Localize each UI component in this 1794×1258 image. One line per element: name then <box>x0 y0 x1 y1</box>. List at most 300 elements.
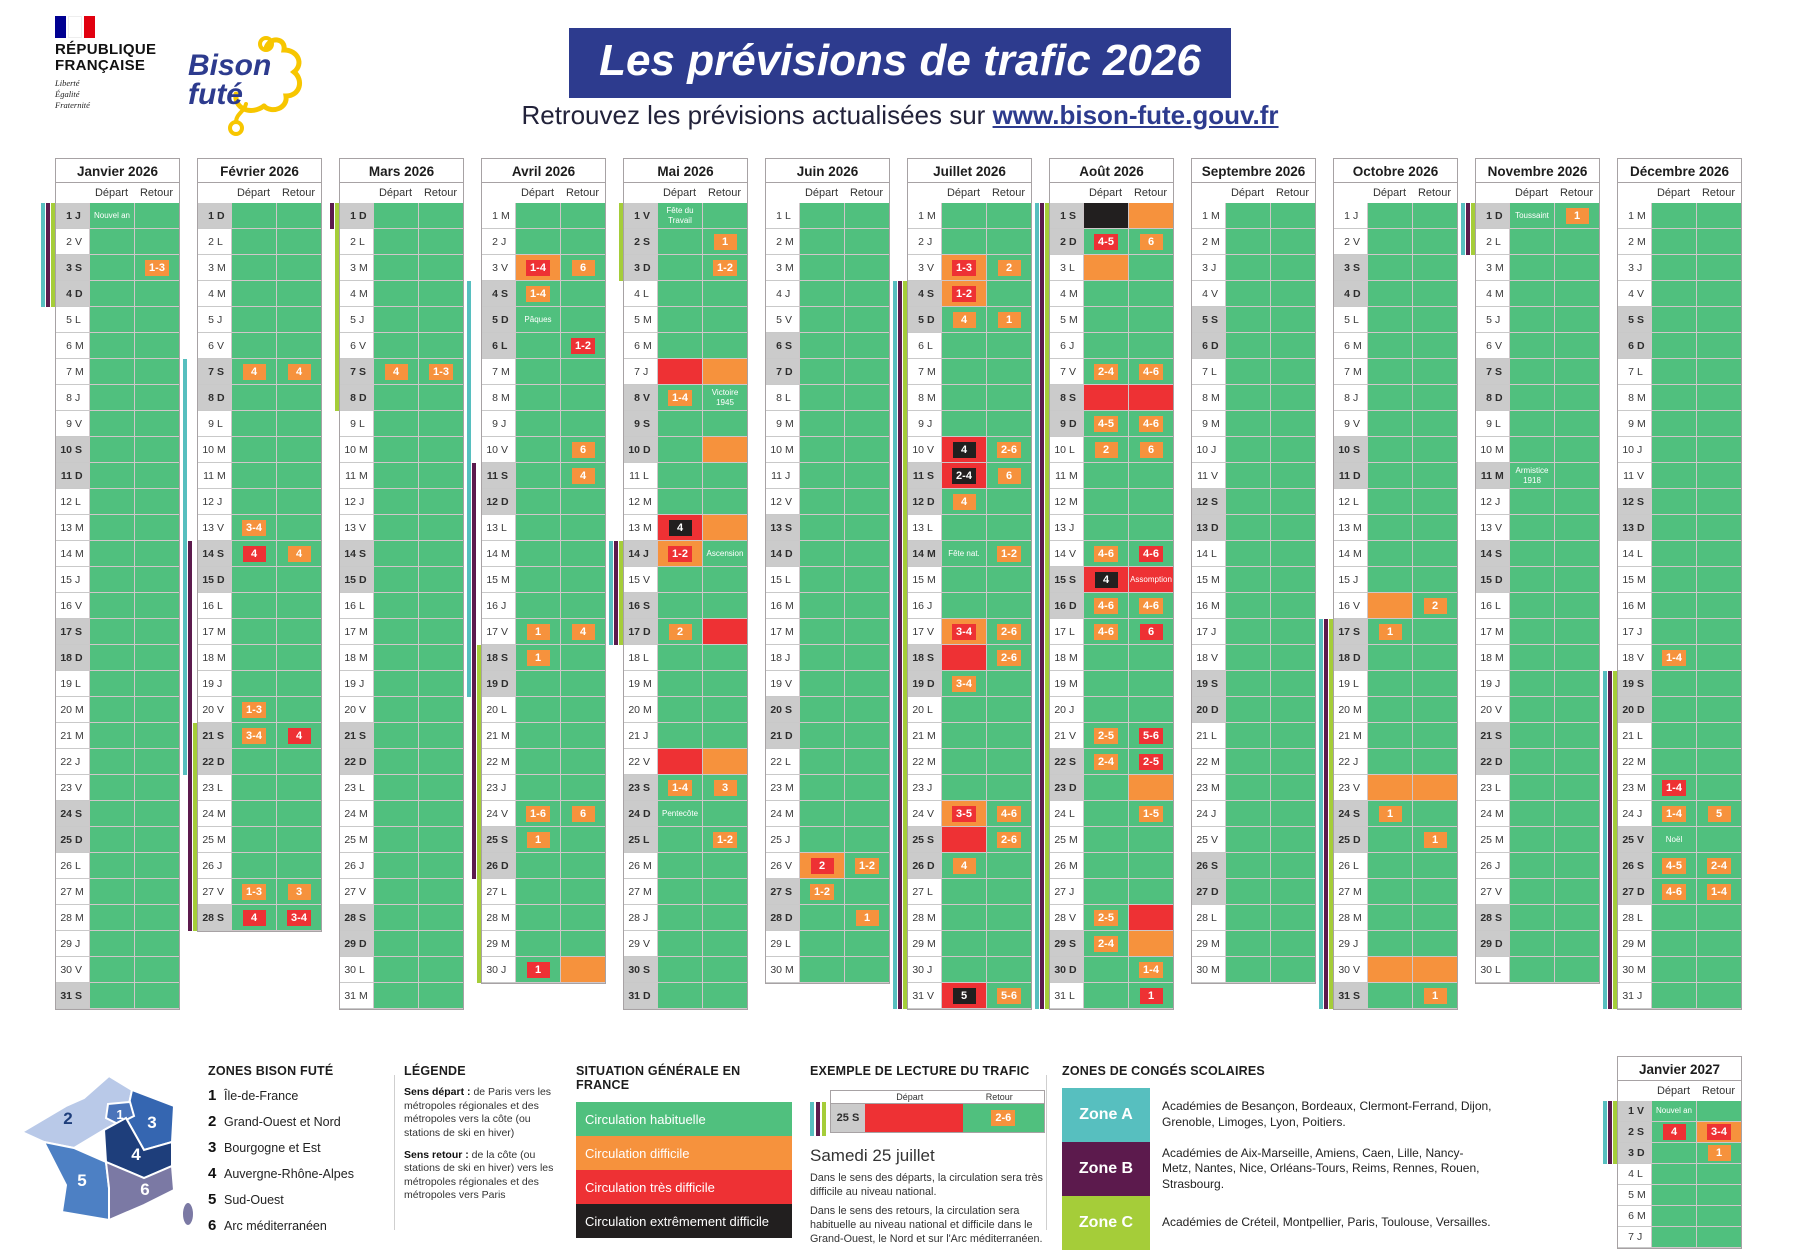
zone-b-academies: Académies de Aix-Marseille, Amiens, Caen, Lille, Nancy-Metz, Nantes, Nice, Orléans-Tours, Reims, Rennes, Rouen, Strasbourg. <box>1162 1145 1480 1191</box>
day-cell: 7 M <box>1334 359 1367 385</box>
day-row <box>1192 645 1315 671</box>
exemple-heading: Samedi 25 juillet <box>810 1146 935 1165</box>
day-row <box>482 801 605 827</box>
retour-cell <box>1128 801 1173 827</box>
depart-cell <box>657 879 702 905</box>
retour-cell <box>1554 723 1599 749</box>
depart-cell <box>657 697 702 723</box>
day-row <box>198 853 321 879</box>
day-row <box>482 671 605 697</box>
day-cell: 5 D <box>908 307 941 333</box>
day-row <box>198 359 321 385</box>
day-cell: 18 V <box>1192 645 1225 671</box>
depart-cell <box>1083 827 1128 853</box>
day-row <box>1618 567 1741 593</box>
retour-column-header: Retour <box>1701 1085 1736 1097</box>
day-cell: 24 J <box>1618 801 1651 827</box>
day-cell: 4 L <box>1618 1164 1651 1185</box>
day-row <box>1192 567 1315 593</box>
retour-cell <box>134 801 179 827</box>
retour-cell <box>844 879 889 905</box>
retour-cell <box>1554 671 1599 697</box>
holiday-label: Victoire 1945 <box>711 388 739 407</box>
day-row <box>1334 255 1457 281</box>
day-row <box>482 697 605 723</box>
day-row <box>908 281 1031 307</box>
retour-cell <box>1412 515 1457 541</box>
day-cell: 25 J <box>766 827 799 853</box>
day-cell: 23 M <box>1192 775 1225 801</box>
depart-cell <box>515 853 560 879</box>
day-row <box>908 619 1031 645</box>
day-row <box>1476 957 1599 983</box>
day-cell: 29 M <box>1618 931 1651 957</box>
retour-cell <box>702 541 747 567</box>
depart-cell <box>657 307 702 333</box>
retour-cell <box>1554 203 1599 229</box>
day-cell: 11 M <box>198 463 231 489</box>
retour-cell <box>1554 489 1599 515</box>
retour-cell <box>1412 957 1457 983</box>
retour-cell <box>702 463 747 489</box>
day-cell: 26 S <box>1192 853 1225 879</box>
school-holiday-bar-zone-b <box>330 203 334 229</box>
gov-logo-line1: RÉPUBLIQUE <box>55 41 157 58</box>
retour-cell <box>560 697 605 723</box>
day-cell: 24 V <box>482 801 515 827</box>
day-cell: 7 J <box>1618 1227 1651 1248</box>
day-cell: 4 M <box>340 281 373 307</box>
month-grid <box>339 203 464 1010</box>
retour-cell <box>1270 333 1315 359</box>
day-row <box>1050 853 1173 879</box>
depart-cell <box>231 411 276 437</box>
retour-cell <box>1270 671 1315 697</box>
day-row <box>1476 879 1599 905</box>
day-row <box>1334 645 1457 671</box>
day-row <box>908 567 1031 593</box>
depart-cell <box>1509 463 1554 489</box>
depart-cell <box>1509 827 1554 853</box>
depart-cell <box>1651 359 1696 385</box>
day-row <box>482 463 605 489</box>
day-row <box>908 957 1031 983</box>
traffic-badge: 6 <box>572 442 595 458</box>
day-row <box>624 879 747 905</box>
day-row <box>1050 307 1173 333</box>
depart-cell <box>231 359 276 385</box>
depart-cell <box>657 983 702 1009</box>
day-cell: 12 M <box>624 489 657 515</box>
traffic-badge: 1 <box>1708 1145 1731 1161</box>
school-holiday-bar-zone-c <box>477 645 481 983</box>
depart-cell <box>89 827 134 853</box>
depart-cell <box>373 931 418 957</box>
depart-cell <box>1225 489 1270 515</box>
day-cell: 16 S <box>624 593 657 619</box>
retour-cell <box>418 255 463 281</box>
depart-cell <box>515 879 560 905</box>
retour-cell <box>276 593 321 619</box>
traffic-badge: 4-5 <box>1094 416 1118 432</box>
day-cell: 8 S <box>1050 385 1083 411</box>
retour-cell <box>1696 203 1741 229</box>
day-row <box>1618 463 1741 489</box>
retour-cell <box>1412 307 1457 333</box>
depart-cell <box>1083 905 1128 931</box>
day-row <box>198 567 321 593</box>
day-row <box>1192 255 1315 281</box>
day-cell: 16 J <box>908 593 941 619</box>
retour-cell <box>134 385 179 411</box>
retour-cell <box>276 697 321 723</box>
school-holiday-bar-zone-b <box>1466 203 1470 255</box>
retour-cell <box>986 853 1031 879</box>
day-row <box>908 203 1031 229</box>
depart-cell <box>799 385 844 411</box>
day-row <box>198 463 321 489</box>
retour-cell <box>702 489 747 515</box>
retour-cell <box>276 567 321 593</box>
retour-cell <box>134 437 179 463</box>
day-cell: 9 J <box>482 411 515 437</box>
depart-cell <box>1651 645 1696 671</box>
depart-cell <box>373 775 418 801</box>
traffic-badge: 2-4 <box>1094 936 1118 952</box>
depart-cell <box>1083 437 1128 463</box>
day-row <box>1618 723 1741 749</box>
depart-cell <box>89 567 134 593</box>
retour-cell <box>1554 229 1599 255</box>
day-row <box>1334 905 1457 931</box>
traffic-badge: 3 <box>714 780 737 796</box>
retour-cell <box>844 463 889 489</box>
retour-cell <box>1412 437 1457 463</box>
holiday-label: Ascension <box>706 548 744 558</box>
column-headers <box>1049 183 1174 203</box>
day-row <box>1334 541 1457 567</box>
retour-cell <box>1696 697 1741 723</box>
zone-c-academies: Académies de Créteil, Montpellier, Paris, Toulouse, Versailles. <box>1162 1215 1491 1230</box>
depart-cell <box>1225 229 1270 255</box>
retour-cell <box>418 515 463 541</box>
day-cell: 14 D <box>766 541 799 567</box>
day-row <box>1192 307 1315 333</box>
day-row <box>1476 515 1599 541</box>
day-row <box>908 593 1031 619</box>
day-cell: 10 J <box>1192 437 1225 463</box>
day-row <box>1334 385 1457 411</box>
retour-cell <box>560 489 605 515</box>
retour-cell <box>1412 541 1457 567</box>
day-row <box>1050 437 1173 463</box>
retour-cell <box>1270 229 1315 255</box>
school-holiday-bar-zone-a <box>1035 203 1039 1009</box>
month-grid <box>1049 203 1174 1010</box>
zone-item-5: 5 Sud-Ouest <box>208 1191 284 1208</box>
day-cell: 26 J <box>340 853 373 879</box>
day-row <box>1618 541 1741 567</box>
day-row <box>340 957 463 983</box>
retour-cell <box>1554 619 1599 645</box>
day-cell: 5 S <box>1618 307 1651 333</box>
depart-cell <box>1651 437 1696 463</box>
retour-cell <box>986 567 1031 593</box>
depart-cell <box>1083 229 1128 255</box>
depart-cell <box>1651 281 1696 307</box>
day-cell: 2 S <box>1618 1122 1651 1143</box>
retour-cell <box>1128 229 1173 255</box>
traffic-badge: 1-2 <box>713 260 737 276</box>
retour-cell <box>560 645 605 671</box>
day-row <box>340 307 463 333</box>
depart-cell <box>373 853 418 879</box>
month-grid <box>197 203 322 932</box>
day-row <box>1618 489 1741 515</box>
retour-cell <box>844 385 889 411</box>
depart-cell <box>89 879 134 905</box>
retour-cell <box>1128 645 1173 671</box>
retour-cell <box>134 749 179 775</box>
depart-cell <box>657 489 702 515</box>
depart-cell <box>1509 905 1554 931</box>
retour-cell <box>1128 931 1173 957</box>
day-row <box>56 749 179 775</box>
depart-cell <box>1083 957 1128 983</box>
depart-cell <box>1225 385 1270 411</box>
retour-cell <box>986 411 1031 437</box>
depart-cell <box>941 229 986 255</box>
retour-cell <box>1270 723 1315 749</box>
day-cell: 31 J <box>1618 983 1651 1009</box>
depart-cell <box>515 333 560 359</box>
retour-cell <box>1696 1206 1741 1227</box>
retour-cell <box>276 723 321 749</box>
day-cell: 25 S <box>482 827 515 853</box>
traffic-badge: 4 <box>385 364 408 380</box>
retour-cell <box>1696 645 1741 671</box>
depart-cell <box>1509 879 1554 905</box>
day-row <box>56 541 179 567</box>
day-cell: 7 M <box>482 359 515 385</box>
day-row <box>56 229 179 255</box>
depart-cell <box>1651 853 1696 879</box>
retour-cell <box>1128 437 1173 463</box>
depart-cell <box>515 567 560 593</box>
retour-cell <box>1270 411 1315 437</box>
retour-cell <box>844 853 889 879</box>
day-row <box>1476 593 1599 619</box>
day-cell: 5 D <box>482 307 515 333</box>
depart-cell <box>941 255 986 281</box>
depart-cell <box>941 515 986 541</box>
day-cell: 12 J <box>1476 489 1509 515</box>
retour-cell <box>134 515 179 541</box>
day-row <box>766 775 889 801</box>
day-cell: 22 L <box>766 749 799 775</box>
day-row <box>1050 333 1173 359</box>
bison-fute-link[interactable]: www.bison-fute.gouv.fr <box>992 100 1279 130</box>
depart-cell <box>1367 879 1412 905</box>
retour-cell <box>418 593 463 619</box>
traffic-badge: 6 <box>572 806 595 822</box>
retour-cell <box>560 853 605 879</box>
retour-column-header: Retour <box>1133 187 1168 199</box>
retour-cell <box>134 697 179 723</box>
day-cell: 17 M <box>198 619 231 645</box>
depart-cell <box>1083 801 1128 827</box>
zones-scolaires-title: ZONES DE CONGÉS SCOLAIRES <box>1062 1064 1265 1078</box>
depart-cell <box>89 723 134 749</box>
depart-cell <box>799 567 844 593</box>
month-ao-t-2026 <box>1049 158 1174 1010</box>
depart-cell <box>231 255 276 281</box>
day-cell: 13 D <box>1618 515 1651 541</box>
depart-cell <box>1651 1122 1696 1143</box>
depart-cell <box>799 957 844 983</box>
day-cell: 8 D <box>198 385 231 411</box>
day-row <box>340 671 463 697</box>
depart-cell <box>941 983 986 1009</box>
day-cell: 10 M <box>198 437 231 463</box>
retour-cell <box>1128 411 1173 437</box>
day-row <box>56 671 179 697</box>
day-cell: 24 L <box>1050 801 1083 827</box>
day-cell: 2 V <box>1334 229 1367 255</box>
day-cell: 17 J <box>1192 619 1225 645</box>
depart-cell <box>799 827 844 853</box>
day-cell: 20 S <box>766 697 799 723</box>
day-row <box>1476 567 1599 593</box>
day-cell: 9 V <box>1334 411 1367 437</box>
depart-cell <box>657 957 702 983</box>
depart-cell <box>1083 489 1128 515</box>
retour-cell <box>1412 853 1457 879</box>
holiday-label: Assomption <box>1130 574 1172 584</box>
retour-cell <box>986 593 1031 619</box>
day-row <box>1618 1143 1741 1164</box>
depart-cell <box>373 671 418 697</box>
zone-c-row <box>1062 1196 1492 1250</box>
day-row <box>908 749 1031 775</box>
retour-cell <box>418 411 463 437</box>
retour-cell <box>1412 827 1457 853</box>
depart-cell <box>1509 567 1554 593</box>
day-cell: 1 V <box>1618 1101 1651 1122</box>
depart-cell <box>657 645 702 671</box>
day-row <box>56 203 179 229</box>
retour-cell <box>276 775 321 801</box>
depart-cell <box>1367 541 1412 567</box>
depart-cell <box>1225 411 1270 437</box>
day-row <box>1192 801 1315 827</box>
day-cell: 6 M <box>1618 1206 1651 1227</box>
depart-cell <box>373 515 418 541</box>
retour-cell <box>418 853 463 879</box>
retour-cell <box>1696 515 1741 541</box>
day-row <box>1476 697 1599 723</box>
retour-cell <box>1412 385 1457 411</box>
depart-cell <box>657 229 702 255</box>
exemple-lecture-section <box>810 1064 1045 1246</box>
school-holiday-bar-zone-a <box>1461 203 1465 255</box>
day-row <box>908 255 1031 281</box>
day-cell: 24 M <box>198 801 231 827</box>
day-row <box>198 697 321 723</box>
retour-cell <box>1270 957 1315 983</box>
day-cell: 20 J <box>1050 697 1083 723</box>
retour-cell <box>986 775 1031 801</box>
depart-cell <box>799 801 844 827</box>
depart-cell <box>1651 619 1696 645</box>
retour-cell <box>1696 255 1741 281</box>
retour-cell <box>276 359 321 385</box>
retour-cell <box>844 411 889 437</box>
day-row <box>56 411 179 437</box>
day-row <box>482 853 605 879</box>
month-grid <box>765 203 890 984</box>
day-cell: 6 M <box>1334 333 1367 359</box>
depart-cell <box>231 515 276 541</box>
retour-cell <box>560 801 605 827</box>
day-cell: 13 M <box>624 515 657 541</box>
day-cell: 28 D <box>766 905 799 931</box>
day-cell: 21 V <box>1050 723 1083 749</box>
day-row <box>198 437 321 463</box>
retour-cell <box>702 307 747 333</box>
retour-cell <box>702 385 747 411</box>
traffic-badge: 5-6 <box>1139 728 1163 744</box>
day-cell: 4 S <box>908 281 941 307</box>
depart-cell <box>231 541 276 567</box>
month-janvier-2026 <box>55 158 180 1010</box>
day-cell: 20 L <box>482 697 515 723</box>
day-row <box>56 723 179 749</box>
day-cell: 21 J <box>624 723 657 749</box>
retour-cell <box>986 931 1031 957</box>
retour-cell <box>1696 801 1741 827</box>
day-cell: 4 D <box>1334 281 1367 307</box>
day-row <box>1192 775 1315 801</box>
day-row <box>624 905 747 931</box>
day-cell: 5 M <box>1618 1185 1651 1206</box>
day-cell: 15 J <box>56 567 89 593</box>
day-cell: 20 M <box>1334 697 1367 723</box>
retour-cell <box>1696 281 1741 307</box>
retour-cell <box>844 541 889 567</box>
retour-cell <box>844 489 889 515</box>
day-row <box>482 281 605 307</box>
day-cell: 18 M <box>1050 645 1083 671</box>
month-novembre-2026 <box>1475 158 1600 1010</box>
retour-cell <box>134 229 179 255</box>
depart-cell <box>799 671 844 697</box>
day-cell: 14 S <box>1476 541 1509 567</box>
day-cell: 14 S <box>340 541 373 567</box>
day-row <box>1050 905 1173 931</box>
day-row <box>1334 411 1457 437</box>
day-row <box>766 957 889 983</box>
day-row <box>908 645 1031 671</box>
retour-column-header: Retour <box>1275 187 1310 199</box>
retour-cell <box>1554 463 1599 489</box>
school-holiday-bar-zone-c <box>619 541 623 645</box>
traffic-badge: 2-5 <box>1094 910 1118 926</box>
day-cell: 25 M <box>1476 827 1509 853</box>
traffic-badge: 1-4 <box>526 286 550 302</box>
day-row <box>56 827 179 853</box>
day-cell: 19 L <box>1334 671 1367 697</box>
